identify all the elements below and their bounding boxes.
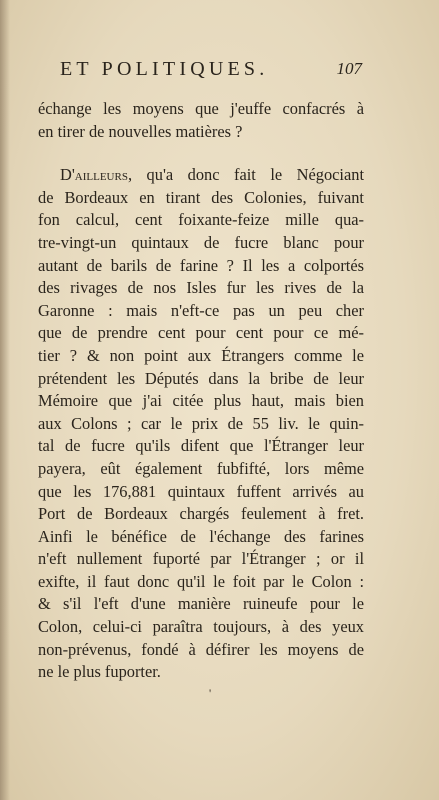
text-line: tal de fucre qu'ils difent que l'Étranger leur xyxy=(38,436,364,456)
text-line: tre-vingt-un quintaux de fucre blanc pour xyxy=(38,232,364,252)
text-line: Port de Bordeaux chargés feulement à fret. xyxy=(38,504,364,524)
text-line: non-prévenus, fondé à défirer les moyens de xyxy=(38,639,364,659)
paragraph-lead-line xyxy=(38,164,364,187)
text-line: payera, eût également fubfifté, lors même xyxy=(38,458,364,478)
text-line: fon calcul, cent foixante-feize mille qua- xyxy=(38,210,364,230)
page-header xyxy=(38,58,362,86)
text-line: Mémoire que j'ai citée plus haut, mais bien xyxy=(38,391,364,411)
text-line: ne le plus fuporter. xyxy=(38,662,161,682)
text-line: aux Colons ; car le prix de 55 liv. le quin- xyxy=(38,413,364,433)
page-number: 107 xyxy=(336,59,362,78)
text-line: Garonne : mais n'eft-ce pas un peu cher xyxy=(38,300,364,320)
text-line: que les 176,881 quintaux fuffent arrivés au xyxy=(38,481,364,501)
page-spine-shadow xyxy=(0,0,10,800)
text-line: n'eft nullement fuporté par l'Étranger ; or il xyxy=(38,549,364,569)
text-line: & s'il l'eft d'une manière ruineufe pour le xyxy=(38,594,364,614)
text-line: Ainfi le bénéfice de l'échange des farines xyxy=(38,526,364,546)
text-line: Colon, celui-ci paraîtra toujours, à des yeux xyxy=(38,617,364,637)
text-line: des rivages de nos Isles fur les rives de la xyxy=(38,278,364,298)
running-title: ET POLITIQUES. xyxy=(60,58,269,80)
text-line: tier ? & non point aux Étrangers comme le xyxy=(38,345,364,365)
lead-smallcaps: ailleurs xyxy=(74,165,128,185)
printer-mark: ' xyxy=(209,686,212,700)
text-line: de Bordeaux en tirant des Colonies, fuivant xyxy=(38,187,364,207)
body-text xyxy=(38,98,364,684)
text-line: échange les moyens que j'euffe confacrés à xyxy=(38,99,364,118)
text-line: que de prendre cent pour cent pour ce mé- xyxy=(38,323,364,343)
text-line: en tirer de nouvelles matières ? xyxy=(38,121,243,141)
text-line: prétendent les Députés dans la bribe de leur xyxy=(38,368,364,388)
text-line: exifte, il faut donc qu'il le foit par le Colon : xyxy=(38,571,364,591)
text-line: autant de barils de farine ? Il les a colportés xyxy=(38,255,364,275)
lead-dropcap: D' xyxy=(60,165,75,185)
paragraph-gap xyxy=(38,143,364,164)
lead-rest: , qu'a donc fait le Négociant xyxy=(127,165,364,185)
